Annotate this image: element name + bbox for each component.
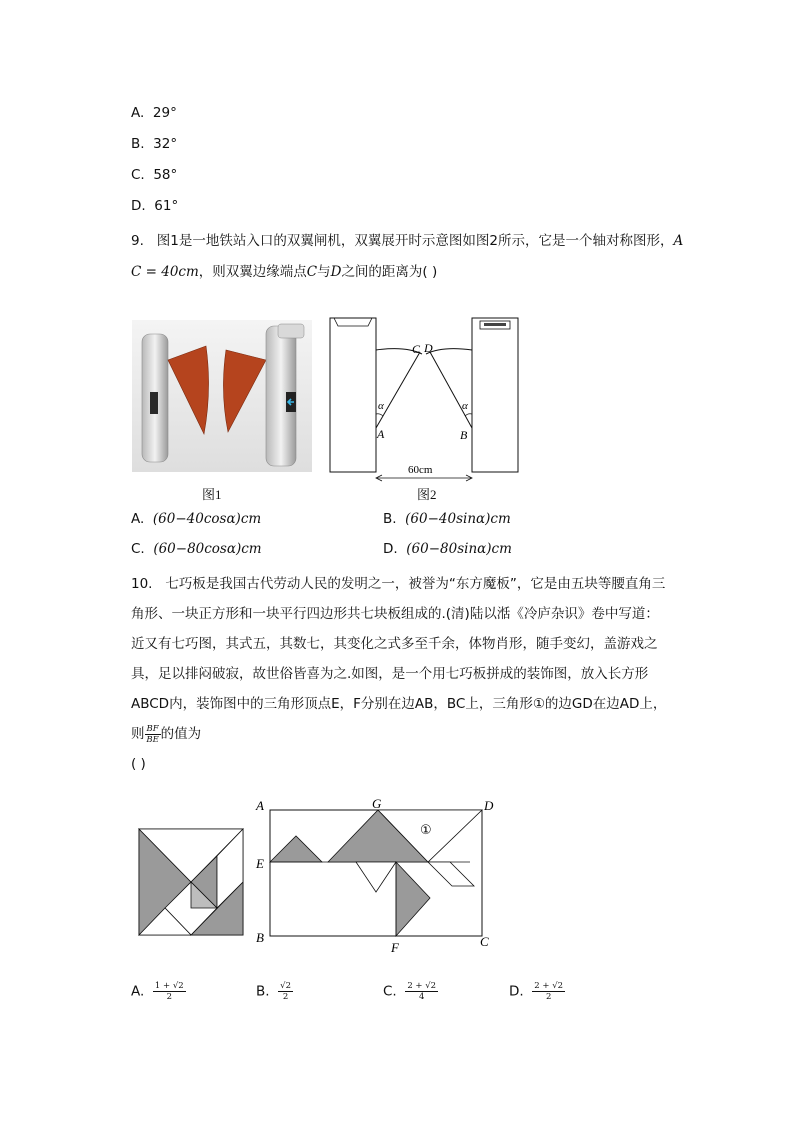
label-triangle-one: ① <box>420 823 432 838</box>
q10-option-a: A. $\frac{1 + √2}{2}$ <box>131 981 184 1002</box>
q9-option-b: B. (60−40sinα)cm <box>383 511 511 527</box>
label-b: B <box>256 930 264 945</box>
q10-option-b: B. $\frac{√2}{2}$ <box>256 981 291 1002</box>
q9-stem-line1: 9. 图1是一地铁站入口的双翼闸机，双翼展开时示意图如图2所示，它是一个轴对称图形，A <box>131 233 684 249</box>
label-b: B <box>460 428 468 442</box>
gate-schematic <box>326 316 526 492</box>
q10-stem: 10. 七巧板是我国古代劳动人民的发明之一，被誉为“东方魔板”，它是由五块等腰直角三角形、一块正方形和一块平行四边形共七块板组成的.(清)陆以湉《冷庐杂识》卷中写道：近又有七巧图，其式五，其数七，其变化之式多至千余，体物肖形，随手变幻，盖游戏之具，足以排闷破寂，故世俗皆喜为之.如图，是一个用七巧板拼成的装饰图，放入长方形ABCD内，装饰图中的三角形顶点E，F分别在边AB，BC上，三角形①的边GD在边AD上，则 $\frac{BF}{BE}$ 的值为 ( ) <box>131 576 667 772</box>
q8-option-a: A. 29° <box>131 105 177 121</box>
q10-option-d: D. $\frac{2 + √2}{2}$ <box>509 981 564 1002</box>
label-d: D <box>424 341 433 355</box>
label-c: C <box>412 342 421 356</box>
rectangle-abcd-figure <box>252 796 500 956</box>
tangram-square <box>138 828 244 936</box>
q10-option-c: C. $\frac{2 + √2}{4}$ <box>383 981 437 1002</box>
question-number: 9. <box>131 233 144 249</box>
label-a: A <box>256 798 264 813</box>
fraction-bf-be: $\frac{BF}{BE}$ <box>146 723 159 745</box>
q9-option-d: D. (60−80sinα)cm <box>383 541 512 557</box>
q9-stem-line2: C = 40cm，则双翼边缘端点C与D之间的距离为( ) <box>131 264 438 280</box>
label-e: E <box>256 856 264 871</box>
label-a: A <box>377 427 385 441</box>
label-f: F <box>391 940 399 955</box>
fig1-caption: 图1 <box>202 487 222 502</box>
label-c: C <box>480 934 489 949</box>
label-alpha-right: α <box>462 400 468 412</box>
q8-option-d: D. 61° <box>131 198 179 214</box>
q8-option-b: B. 32° <box>131 136 178 152</box>
q9-option-c: C. (60−80cosα)cm <box>131 541 262 557</box>
question-number: 10. <box>131 576 153 592</box>
label-d: D <box>484 798 494 813</box>
fig2-caption: 图2 <box>417 487 437 502</box>
label-g: G <box>372 796 382 811</box>
label-alpha-left: α <box>378 400 384 412</box>
q8-option-c: C. 58° <box>131 167 178 183</box>
turnstile-photo <box>132 320 312 472</box>
label-width: 60cm <box>408 464 433 476</box>
q9-option-a: A. (60−40cosα)cm <box>131 511 262 527</box>
